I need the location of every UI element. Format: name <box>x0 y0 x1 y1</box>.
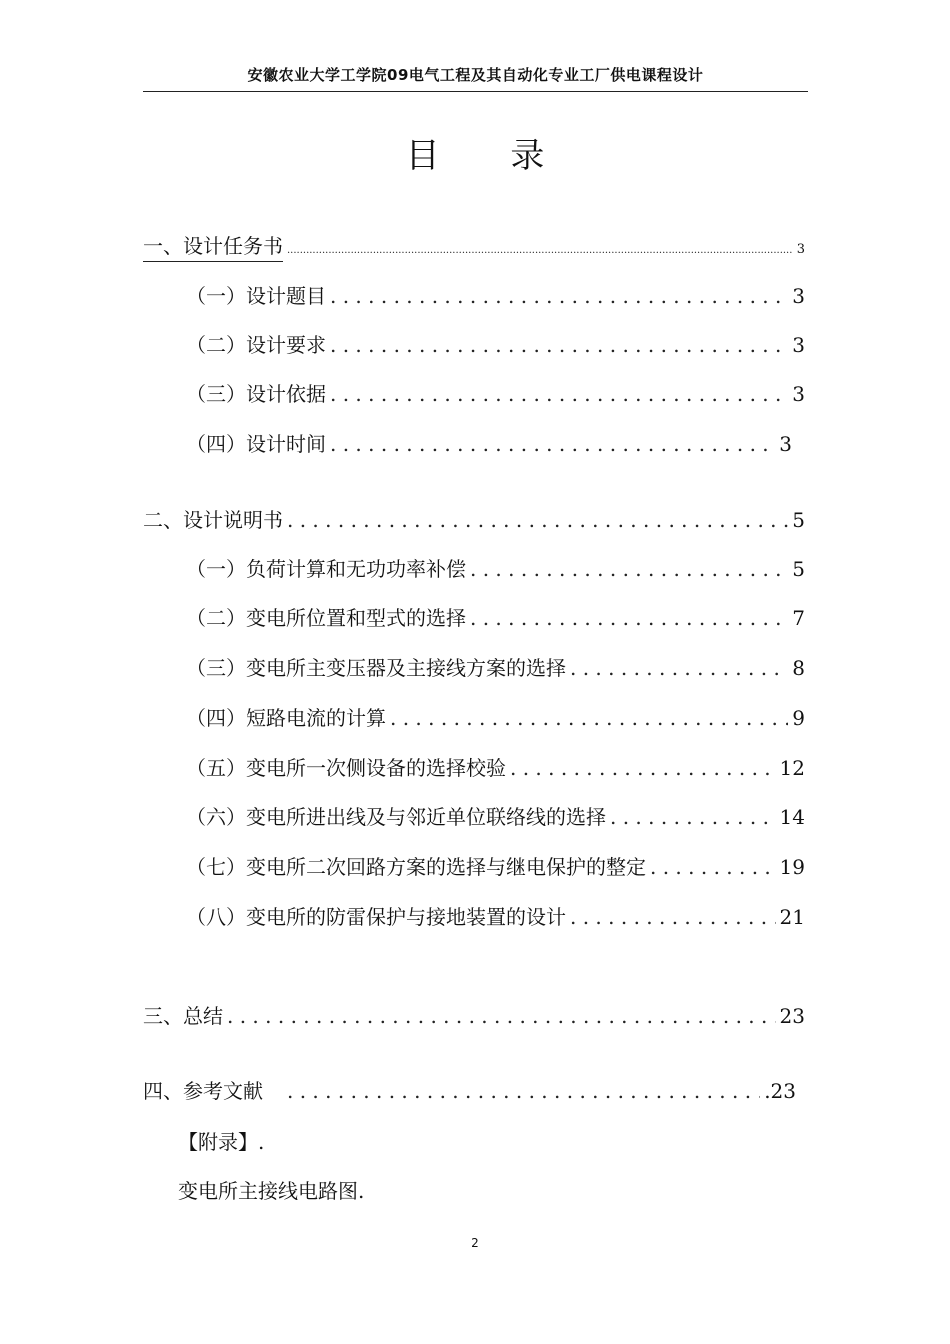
toc-entry-14[interactable] <box>186 901 805 930</box>
toc-entry-page: 3 <box>779 432 792 456</box>
toc-leader-dots <box>287 508 788 532</box>
toc-leader-dots <box>227 1004 776 1028</box>
toc-entry-page: .23 <box>764 1079 796 1103</box>
toc-leader-dots <box>330 382 788 406</box>
running-header: 安徽农业大学工学院09电气工程及其自动化专业工厂供电课程设计 <box>247 66 704 84</box>
toc-entry-page: 3 <box>792 284 805 308</box>
toc-entry-page: 9 <box>792 706 805 730</box>
toc-entry-label: 四、参考文献 <box>143 1079 263 1103</box>
toc-entry-page: 23 <box>779 1004 805 1028</box>
toc-entry-4[interactable] <box>186 378 805 407</box>
toc-entry-label: （二）变电所位置和型式的选择 <box>186 606 466 630</box>
toc-entry-label: 三、总结 <box>143 1004 223 1028</box>
toc-entry-page: 5 <box>792 557 805 581</box>
toc-entry-8[interactable] <box>186 602 805 631</box>
toc-entry-10[interactable] <box>186 702 805 731</box>
toc-entry-11[interactable] <box>186 752 805 781</box>
toc-entry-label: （六）变电所进出线及与邻近单位联络线的选择 <box>186 805 606 829</box>
toc-entry-page: 19 <box>779 855 805 879</box>
toc-leader-dots <box>510 756 776 780</box>
toc-entry-3[interactable] <box>186 329 805 358</box>
toc-entry-label: （四）短路电流的计算 <box>186 706 386 730</box>
page-number: 2 <box>471 1236 479 1250</box>
toc-leader-dots <box>390 706 788 730</box>
toc-entry-2[interactable] <box>186 280 805 309</box>
toc-entry-15[interactable] <box>143 1000 805 1029</box>
toc-entry-9[interactable] <box>186 652 805 681</box>
toc-entry-16[interactable] <box>143 1075 796 1104</box>
toc-leader-dots <box>287 234 793 258</box>
toc-entry-label: 二、设计说明书 <box>143 508 283 532</box>
toc-entry-page: 3 <box>792 333 805 357</box>
toc-leader-dots <box>330 284 788 308</box>
toc-entry-6[interactable] <box>143 504 805 533</box>
toc-leader-dots <box>570 656 788 680</box>
appendix-item: 变电所主接线电路图. <box>178 1179 365 1203</box>
toc-entry-page: 8 <box>792 656 805 680</box>
toc-leader-dots <box>570 905 776 929</box>
toc-leader-dots <box>470 606 788 630</box>
toc-entry-13[interactable] <box>186 851 805 880</box>
toc-entry-page: 7 <box>792 606 805 630</box>
toc-entry-page: 3 <box>792 382 805 406</box>
toc-leader-dots <box>330 432 775 456</box>
toc-entry-page: 12 <box>779 756 805 780</box>
toc-entry-page: 3 <box>796 242 805 257</box>
toc-entry-page: 21 <box>779 905 805 929</box>
toc-entry-label: （二）设计要求 <box>186 333 326 357</box>
appendix-heading: 【附录】. <box>178 1130 265 1154</box>
toc-entry-label: （三）变电所主变压器及主接线方案的选择 <box>186 656 566 680</box>
toc-entry-12[interactable] <box>186 801 805 830</box>
toc-entry-label: （五）变电所一次侧设备的选择校验 <box>186 756 506 780</box>
toc-entry-1[interactable] <box>143 230 805 262</box>
toc-entry-label: （三）设计依据 <box>186 382 326 406</box>
page-title: 目 录 <box>405 136 575 176</box>
toc-entry-page: 14 <box>779 805 805 829</box>
toc-leader-dots <box>610 805 776 829</box>
toc-entry-page: 5 <box>792 508 805 532</box>
toc-entry-5[interactable] <box>186 428 792 457</box>
toc-leader-dots <box>330 333 788 357</box>
toc-entry-label: （一）设计题目 <box>186 284 326 308</box>
toc-leader-dots <box>287 1079 760 1103</box>
toc-leader-dots <box>650 855 776 879</box>
toc-entry-label: （八）变电所的防雷保护与接地装置的设计 <box>186 905 566 929</box>
toc-leader-dots <box>470 557 788 581</box>
toc-entry-label: （四）设计时间 <box>186 432 326 456</box>
toc-entry-label: （七）变电所二次回路方案的选择与继电保护的整定 <box>186 855 646 879</box>
toc-entry-7[interactable] <box>186 553 805 582</box>
toc-entry-label: 一、设计任务书 <box>143 230 283 262</box>
toc-entry-label: （一）负荷计算和无功功率补偿 <box>186 557 466 581</box>
